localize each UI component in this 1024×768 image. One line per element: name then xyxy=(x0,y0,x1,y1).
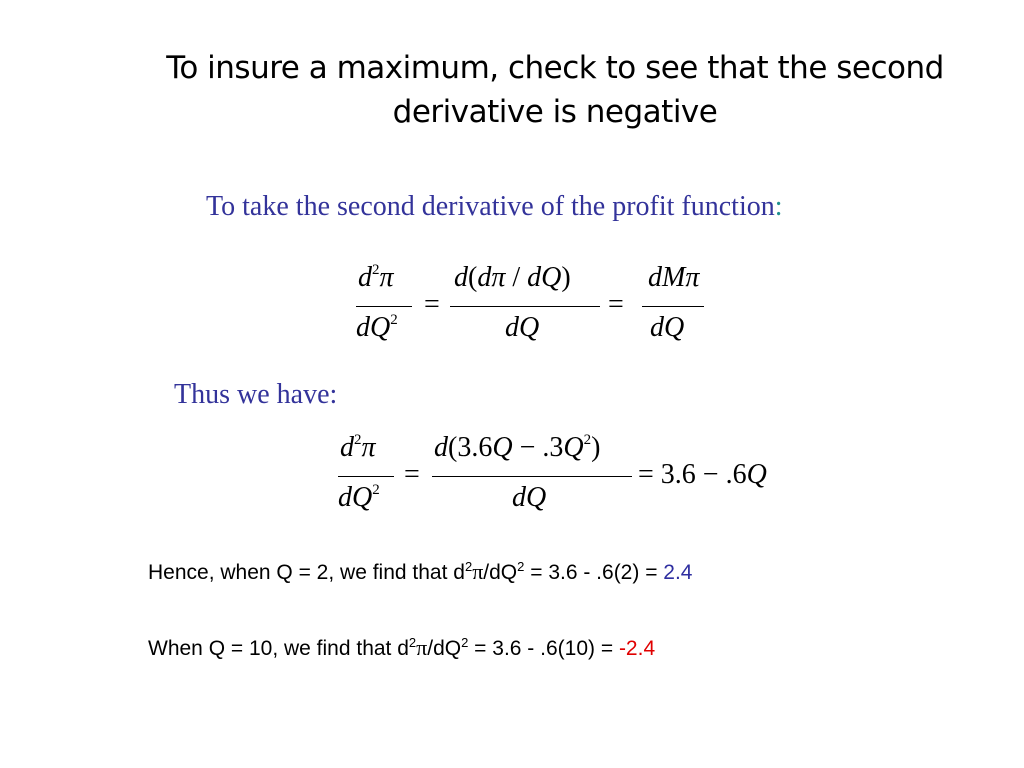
thus-label: Thus we have: xyxy=(174,379,338,410)
intro-text xyxy=(172,188,792,226)
eq2-equals-1: = xyxy=(404,459,420,490)
when-sup-2: 2 xyxy=(461,635,469,650)
eq1-lhs-denominator: dQ2 xyxy=(356,312,398,343)
eq1-rhs-denominator: dQ xyxy=(650,312,685,343)
intro-sentence: To take the second derivative of the profit function xyxy=(206,191,775,222)
slide-title: To insure a maximum, check to see that the second derivative is negative xyxy=(166,50,944,130)
hence-pi: π xyxy=(472,559,484,584)
when-sup-1: 2 xyxy=(408,635,417,650)
eq2-mid-denominator: dQ xyxy=(512,482,547,513)
eq2-lhs-denominator: dQ2 xyxy=(338,482,380,513)
hence-line xyxy=(148,559,693,586)
when-prefix: When Q = 10, we find that d xyxy=(148,637,409,660)
eq1-mid-denominator: dQ xyxy=(505,312,540,343)
hence-result: 2.4 xyxy=(663,561,693,584)
eq2-mid-fraction-bar xyxy=(432,476,632,477)
eq1-mid-numerator: d(dπ / dQ) xyxy=(454,262,571,293)
hence-sup-1: 2 xyxy=(464,559,473,574)
eq2-mid-numerator: d(3.6Q − .3Q2) xyxy=(434,432,601,463)
hence-prefix: Hence, when Q = 2, we find that d xyxy=(148,561,465,584)
hence-sup-2: 2 xyxy=(517,559,525,574)
intro-colon: : xyxy=(774,191,783,222)
eq2-lhs-numerator: d2π xyxy=(340,432,376,463)
when-pi: π xyxy=(416,635,428,660)
when-result: -2.4 xyxy=(618,637,656,660)
eq2-lhs-fraction-bar xyxy=(338,476,394,477)
eq2-result: = 3.6 − .6Q xyxy=(638,459,767,490)
eq1-mid-fraction-bar xyxy=(450,306,600,307)
when-line xyxy=(148,635,655,662)
eq1-equals-2: = xyxy=(608,289,624,320)
equation-1 xyxy=(340,262,720,352)
eq1-lhs-fraction-bar xyxy=(356,306,412,307)
when-calc: = 3.6 - .6(10) = xyxy=(468,637,619,660)
hence-calc: = 3.6 - .6(2) = xyxy=(524,561,664,584)
equation-2 xyxy=(322,432,802,522)
eq1-rhs-numerator: dMπ xyxy=(648,262,700,293)
eq1-equals-1: = xyxy=(424,289,440,320)
when-mid: /dQ xyxy=(427,637,462,660)
eq1-rhs-fraction-bar xyxy=(642,306,704,307)
eq1-lhs-numerator: d2π xyxy=(358,262,394,293)
hence-mid: /dQ xyxy=(483,561,518,584)
